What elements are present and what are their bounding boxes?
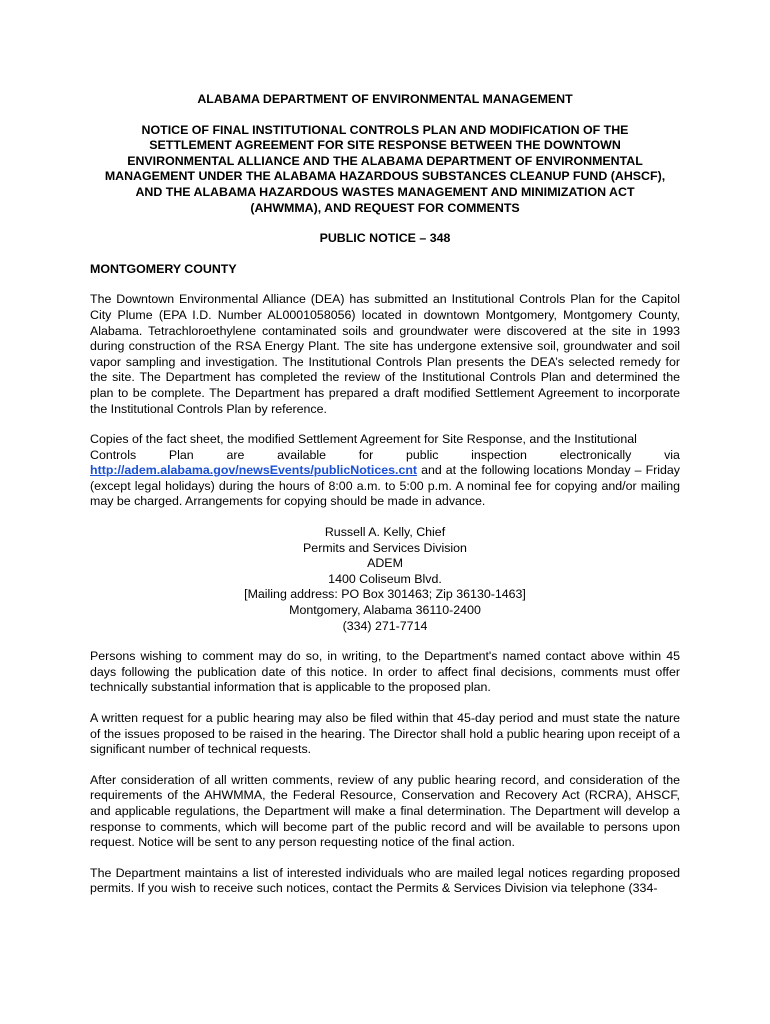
contact-division: Permits and Services Division bbox=[303, 540, 467, 555]
notice-title-line: NOTICE OF FINAL INSTITUTIONAL CONTROLS PLAN AND MODIFICATION OF THE bbox=[141, 122, 629, 137]
paragraph-copies-line1: Copies of the fact sheet, the modified Settlement Agreement for Site Response, and the Institutional bbox=[90, 432, 637, 447]
paragraph-determination: After consideration of all written comments, review of any public hearing record, and consideration of the requirements of the AHWMMA, the Federal Resource, Conservation and Recovery Act (RCRA), AHSCF, and applicable regulations, the Department will make a final determination. The Department will develop a response to comments, which will become part of the public record and will be available to persons upon request. Notice will be sent to any person requesting notice of the final action. bbox=[90, 772, 680, 850]
notice-title-line: MANAGEMENT UNDER THE ALABAMA HAZARDOUS SUBSTANCES CLEANUP FUND (AHSCF), bbox=[104, 169, 666, 184]
paragraph-hearing: A written request for a public hearing may also be filed within that 45-day period and must state the nature of the issues proposed to be raised in the hearing. The Director shall hold a public hearing upon receipt of a significant number of technical requests. bbox=[90, 711, 680, 757]
word: via bbox=[664, 447, 680, 462]
public-notices-link[interactable]: http://adem.alabama.gov/newsEvents/publicNotices.cnt bbox=[90, 463, 418, 478]
contact-org: ADEM bbox=[367, 556, 403, 571]
public-notice-number: PUBLIC NOTICE – 348 bbox=[319, 231, 451, 246]
contact-name: Russell A. Kelly, Chief bbox=[324, 525, 446, 540]
paragraph-copies-text: and at the following locations Monday – Friday (except legal holidays) during the hours of 8:00 a.m. to 5:00 p.m. A nominal fee for copying and/or mailing may be charged. Arrangements for copying should be made in advance. bbox=[90, 463, 680, 509]
notice-title-line: (AHWMMA), AND REQUEST FOR COMMENTS bbox=[250, 200, 520, 215]
word: Controls bbox=[90, 447, 137, 462]
notice-title bbox=[90, 123, 680, 217]
notice-title-line: AND THE ALABAMA HAZARDOUS WASTES MANAGEMENT AND MINIMIZATION ACT bbox=[135, 184, 635, 199]
paragraph-copies-rest bbox=[90, 463, 680, 510]
contact-phone: (334) 271-7714 bbox=[342, 618, 428, 633]
word: inspection bbox=[471, 447, 527, 462]
contact-street: 1400 Coliseum Blvd. bbox=[328, 571, 442, 586]
notice-title-line: ENVIRONMENTAL ALLIANCE AND THE ALABAMA DEPARTMENT OF ENVIRONMENTAL bbox=[127, 153, 643, 168]
contact-mailing: [Mailing address: PO Box 301463; Zip 36130-1463] bbox=[244, 587, 526, 602]
contact-block bbox=[90, 525, 680, 634]
word: electronically bbox=[559, 447, 632, 462]
word: public bbox=[406, 447, 439, 462]
contact-city: Montgomery, Alabama 36110-2400 bbox=[289, 603, 481, 618]
paragraph-copies-line2 bbox=[90, 448, 680, 464]
notice-title-line: SETTLEMENT AGREEMENT FOR SITE RESPONSE BETWEEN THE DOWNTOWN bbox=[149, 138, 621, 153]
paragraph-comments: Persons wishing to comment may do so, in writing, to the Department's named contact above within 45 days following the publication date of this notice. In order to affect final decisions, comments must offer technically substantial information that is applicable to the proposed plan. bbox=[90, 649, 680, 695]
word: for bbox=[358, 447, 374, 462]
word: Plan bbox=[168, 447, 194, 462]
document-page bbox=[90, 92, 680, 912]
agency-heading: ALABAMA DEPARTMENT OF ENVIRONMENTAL MANAGEMENT bbox=[197, 92, 573, 106]
county-heading: MONTGOMERY COUNTY bbox=[90, 261, 237, 276]
word: available bbox=[277, 447, 327, 462]
word: are bbox=[226, 447, 245, 462]
paragraph-copies bbox=[90, 432, 680, 510]
paragraph-mailing-list: The Department maintains a list of interested individuals who are mailed legal notices regarding proposed permits. If you wish to receive such notices, contact the Permits & Services Division via telephone (334- bbox=[90, 865, 680, 896]
paragraph-submission: The Downtown Environmental Alliance (DEA) has submitted an Institutional Controls Plan for the Capitol City Plume (EPA I.D. Number AL0001058056) located in downtown Montgomery, Montgomery County, Alabama. Tetrachloroethylene contaminated soils and groundwater were discovered at the site in 1993 during construction of the RSA Energy Plant. The site has undergone extensive soil, groundwater and soil vapor sampling and investigation. The Institutional Controls Plan presents the DEA’s selected remedy for the site. The Department has completed the review of the Institutional Controls Plan and determined the plan to be complete. The Department has prepared a draft modified Settlement Agreement to incorporate the Institutional Controls Plan by reference. bbox=[90, 292, 680, 416]
